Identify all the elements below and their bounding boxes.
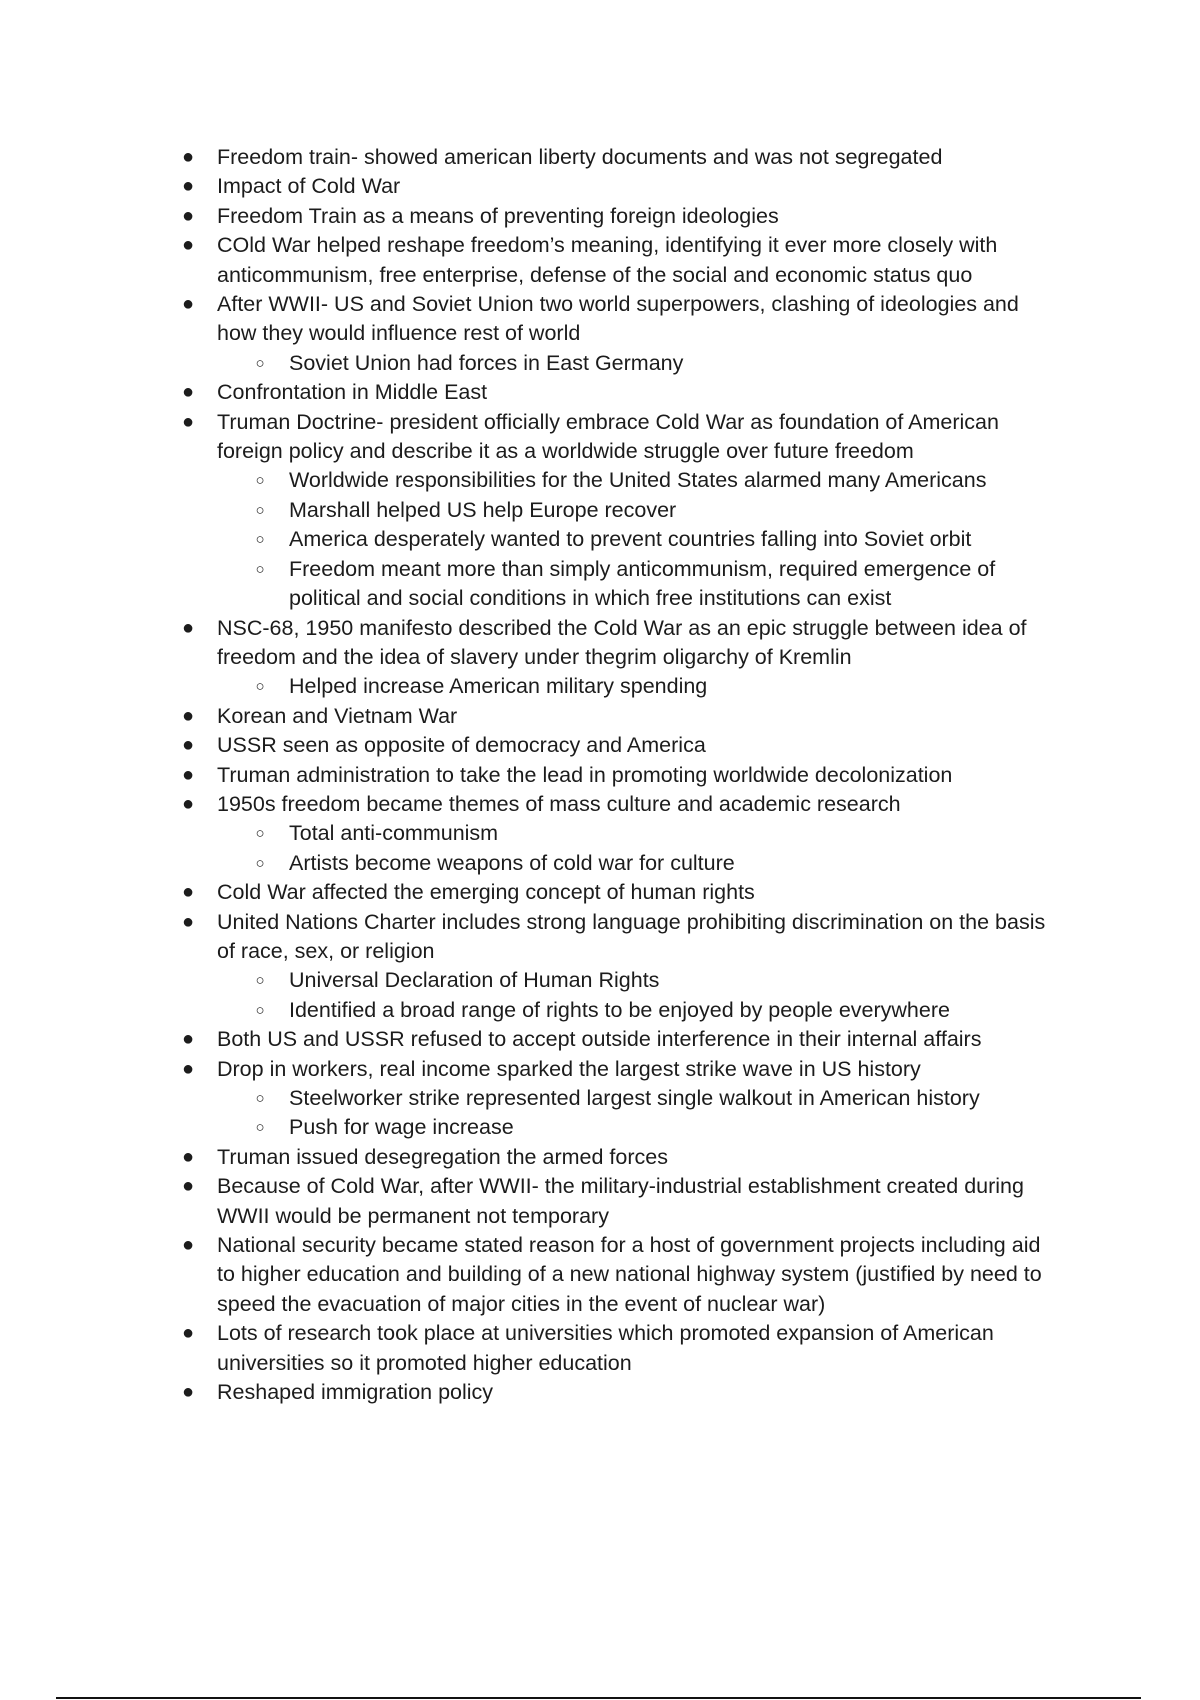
note-line xyxy=(0,319,1200,348)
filled-bullet-icon: ● xyxy=(181,763,195,786)
filled-bullet-icon: ● xyxy=(181,1234,195,1257)
note-text: Freedom meant more than simply anticommunism, required emergence of xyxy=(289,556,996,581)
sub-note-line xyxy=(0,496,1200,525)
note-line xyxy=(0,1349,1200,1378)
note-text: how they would influence rest of world xyxy=(217,321,581,346)
note-text: Push for wage increase xyxy=(289,1115,514,1140)
sub-note-line xyxy=(0,672,1200,701)
note-text: anticommunism, free enterprise, defense of the social and economic status quo xyxy=(217,262,973,287)
filled-bullet-icon: ● xyxy=(181,410,195,433)
note-line xyxy=(0,937,1200,966)
note-text: Truman administration to take the lead in promoting worldwide decolonization xyxy=(217,762,953,787)
note-text: National security became stated reason for a host of government projects including aid xyxy=(217,1233,1041,1258)
filled-bullet-icon: ● xyxy=(181,234,195,257)
note-line xyxy=(0,643,1200,672)
note-line xyxy=(0,1260,1200,1289)
note-line xyxy=(0,261,1200,290)
note-line xyxy=(0,731,1200,760)
filled-bullet-icon: ● xyxy=(181,204,195,227)
note-text: political and social conditions in which free institutions can exist xyxy=(289,586,892,611)
filled-bullet-icon: ● xyxy=(181,734,195,757)
hollow-bullet-icon: ○ xyxy=(255,854,265,872)
note-line xyxy=(0,1378,1200,1407)
note-text: Reshaped immigration policy xyxy=(217,1380,494,1405)
note-text: Drop in workers, real income sparked the largest strike wave in US history xyxy=(217,1056,921,1081)
hollow-bullet-icon: ○ xyxy=(255,1119,265,1137)
hollow-bullet-icon: ○ xyxy=(255,1090,265,1107)
note-text: Truman issued desegregation the armed forces xyxy=(217,1144,668,1169)
sub-note-line xyxy=(0,1113,1200,1142)
filled-bullet-icon: ● xyxy=(181,792,195,815)
sub-note-line xyxy=(0,555,1200,584)
filled-bullet-icon: ● xyxy=(181,1322,195,1345)
sub-note-line xyxy=(0,349,1200,378)
note-line xyxy=(0,408,1200,437)
filled-bullet-icon: ● xyxy=(181,1057,195,1080)
note-text: universities so it promoted higher education xyxy=(217,1350,632,1375)
note-text: United Nations Charter includes strong language prohibiting discrimination on the basis xyxy=(217,909,1046,934)
note-text: Confrontation in Middle East xyxy=(217,380,488,405)
note-text: Truman Doctrine- president officially embrace Cold War as foundation of American xyxy=(217,409,999,434)
note-text: Freedom Train as a means of preventing foreign ideologies xyxy=(217,203,779,228)
note-text: Total anti-communism xyxy=(289,821,499,846)
note-text: Lots of research took place at universities which promoted expansion of American xyxy=(217,1321,994,1346)
note-line xyxy=(0,702,1200,731)
note-text: Marshall helped US help Europe recover xyxy=(289,497,677,522)
note-line xyxy=(0,614,1200,643)
hollow-bullet-icon: ○ xyxy=(255,531,265,549)
footer-divider xyxy=(56,1697,1141,1699)
note-text: WWII would be permanent not temporary xyxy=(217,1203,609,1228)
note-text: NSC-68, 1950 manifesto described the Cold War as an epic struggle between idea of xyxy=(217,615,1027,640)
note-text: Both US and USSR refused to accept outside interference in their internal affairs xyxy=(217,1027,982,1052)
sub-note-line xyxy=(0,996,1200,1025)
note-text: Helped increase American military spending xyxy=(289,674,708,699)
hollow-bullet-icon: ○ xyxy=(255,354,265,372)
sub-note-line xyxy=(0,525,1200,554)
hollow-bullet-icon: ○ xyxy=(255,972,265,990)
sub-note-line xyxy=(0,819,1200,848)
note-line xyxy=(0,1172,1200,1201)
note-text: 1950s freedom became themes of mass culture and academic research xyxy=(217,791,901,816)
filled-bullet-icon: ● xyxy=(181,293,195,316)
note-text: to higher education and building of a new national highway system (justified by need to xyxy=(217,1262,1042,1287)
filled-bullet-icon: ● xyxy=(181,881,195,904)
note-text: Universal Declaration of Human Rights xyxy=(289,968,660,993)
note-line xyxy=(0,1202,1200,1231)
note-line xyxy=(0,1290,1200,1319)
note-line xyxy=(0,231,1200,260)
note-line xyxy=(0,1231,1200,1260)
note-line xyxy=(0,878,1200,907)
filled-bullet-icon: ● xyxy=(181,1028,195,1051)
note-text: Impact of Cold War xyxy=(217,174,401,199)
hollow-bullet-icon: ○ xyxy=(255,472,265,490)
filled-bullet-icon: ● xyxy=(181,616,195,639)
note-text: Freedom train- showed american liberty documents and was not segregated xyxy=(217,145,943,169)
sub-note-line xyxy=(0,584,1200,613)
note-line xyxy=(0,172,1200,201)
note-text: Artists become weapons of cold war for culture xyxy=(289,850,735,875)
note-text: speed the evacuation of major cities in the event of nuclear war) xyxy=(217,1291,826,1316)
filled-bullet-icon: ● xyxy=(181,910,195,933)
note-line xyxy=(0,908,1200,937)
note-line xyxy=(0,1055,1200,1084)
note-text: Soviet Union had forces in East Germany xyxy=(289,350,684,375)
note-line xyxy=(0,1319,1200,1348)
note-line xyxy=(0,290,1200,319)
filled-bullet-icon: ● xyxy=(181,146,195,168)
hollow-bullet-icon: ○ xyxy=(255,1001,265,1019)
sub-note-line xyxy=(0,1084,1200,1113)
note-text: Because of Cold War, after WWII- the military-industrial establishment created during xyxy=(217,1174,1024,1199)
hollow-bullet-icon: ○ xyxy=(255,678,265,696)
note-line xyxy=(0,790,1200,819)
hollow-bullet-icon: ○ xyxy=(255,825,265,843)
note-text: Cold War affected the emerging concept of human rights xyxy=(217,880,755,905)
note-text: Steelworker strike represented largest single walkout in American history xyxy=(289,1086,980,1110)
note-line xyxy=(0,143,1200,172)
filled-bullet-icon: ● xyxy=(181,704,195,727)
note-text: Worldwide responsibilities for the United States alarmed many Americans xyxy=(289,468,987,493)
note-text: Identified a broad range of rights to be enjoyed by people everywhere xyxy=(289,997,950,1022)
hollow-bullet-icon: ○ xyxy=(255,560,265,578)
filled-bullet-icon: ● xyxy=(181,1145,195,1168)
sub-note-line xyxy=(0,466,1200,495)
bullet-notes-list xyxy=(0,143,1200,1407)
note-text: of race, sex, or religion xyxy=(217,938,435,963)
note-line xyxy=(0,1025,1200,1054)
note-text: freedom and the idea of slavery under thegrim oligarchy of Kremlin xyxy=(217,644,852,669)
filled-bullet-icon: ● xyxy=(181,175,195,198)
sub-note-line xyxy=(0,966,1200,995)
note-line xyxy=(0,761,1200,790)
sub-note-line xyxy=(0,849,1200,878)
note-line xyxy=(0,1143,1200,1172)
note-line xyxy=(0,202,1200,231)
hollow-bullet-icon: ○ xyxy=(255,501,265,519)
note-text: foreign policy and describe it as a worldwide struggle over future freedom xyxy=(217,439,914,464)
filled-bullet-icon: ● xyxy=(181,1381,195,1404)
note-text: Korean and Vietnam War xyxy=(217,703,458,728)
note-line xyxy=(0,378,1200,407)
note-text: USSR seen as opposite of democracy and America xyxy=(217,733,706,758)
filled-bullet-icon: ● xyxy=(181,1175,195,1198)
filled-bullet-icon: ● xyxy=(181,381,195,404)
note-text: COld War helped reshape freedom’s meaning, identifying it ever more closely with xyxy=(217,233,998,258)
note-line xyxy=(0,437,1200,466)
note-text: After WWII- US and Soviet Union two world superpowers, clashing of ideologies and xyxy=(217,292,1019,317)
note-text: America desperately wanted to prevent countries falling into Soviet orbit xyxy=(289,527,972,552)
